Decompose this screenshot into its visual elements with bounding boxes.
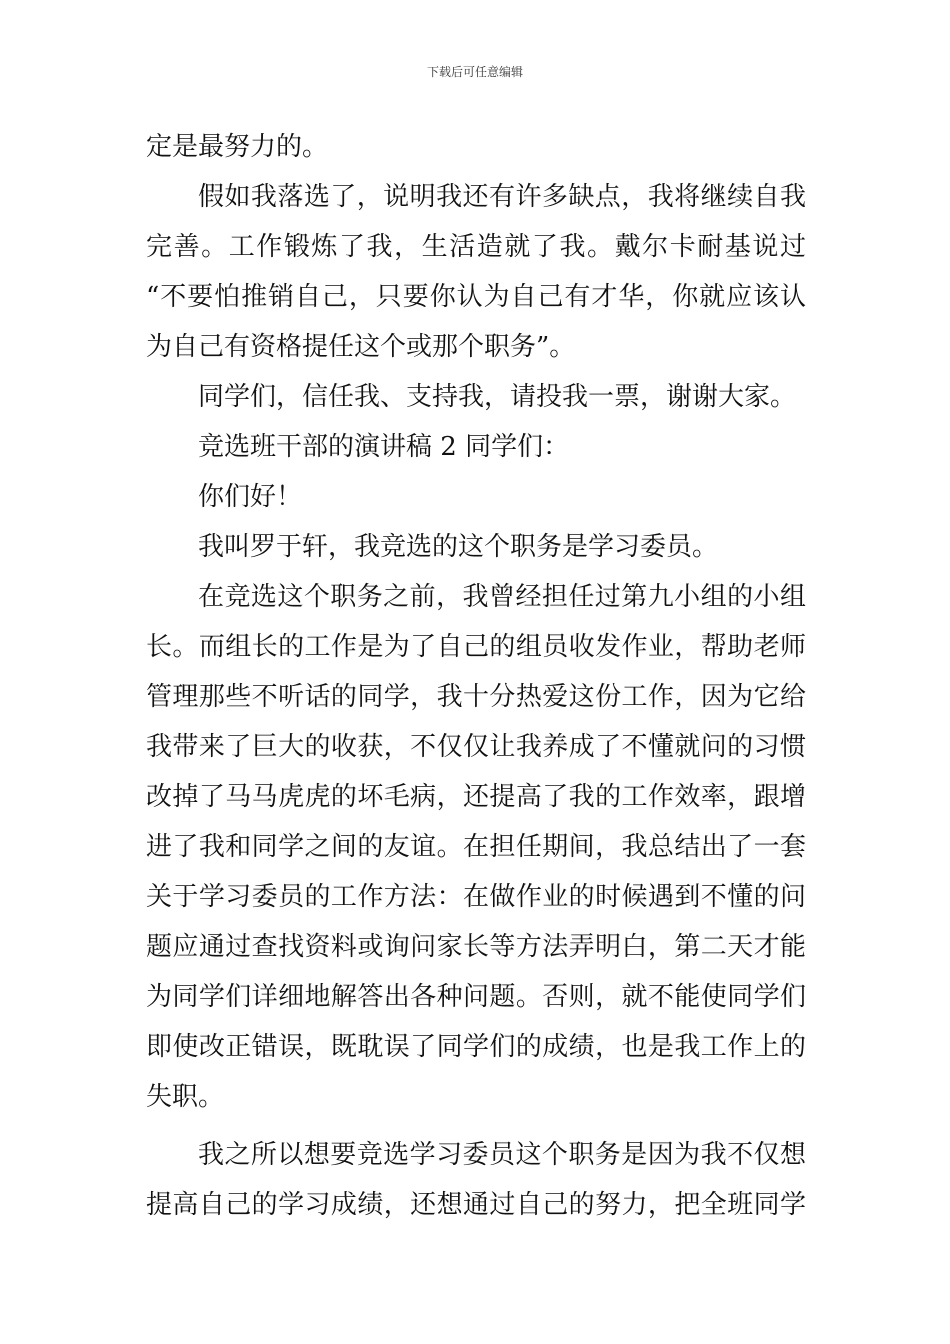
text-line: 我之所以想要竞选学习委员这个职务是因为我不仅想 [198, 1140, 806, 1170]
text-line: 你们好！ [198, 482, 303, 512]
text-line: 竞选班干部的演讲稿 2 同学们： [198, 432, 570, 462]
text-line: 为同学们详细地解答出各种问题。否则，就不能使同学们 [146, 982, 806, 1012]
text-line: 假如我落选了，说明我还有许多缺点，我将继续自我 [198, 182, 806, 212]
text-line: 完善。工作锻炼了我，生活造就了我。戴尔卡耐基说过 [146, 232, 806, 262]
text-line: 失职。 [146, 1082, 225, 1112]
text-line: 我带来了巨大的收获，不仅仅让我养成了不懂就问的习惯 [146, 732, 806, 762]
text-line: 题应通过查找资料或询问家长等方法弄明白，第二天才能 [146, 932, 806, 962]
text-line: 管理那些不听话的同学，我十分热爱这份工作，因为它给 [146, 682, 806, 712]
text-line: 为自己有资格提任这个或那个职务”。 [146, 332, 576, 362]
text-line: 提高自己的学习成绩，还想通过自己的努力，把全班同学 [146, 1190, 806, 1220]
text-line: 关于学习委员的工作方法：在做作业的时候遇到不懂的问 [146, 882, 806, 912]
text-line: 即使改正错误，既耽误了同学们的成绩，也是我工作上的 [146, 1032, 806, 1062]
page-header-note: 下载后可任意编辑 [426, 65, 523, 79]
text-line: 我叫罗于轩，我竞选的这个职务是学习委员。 [198, 532, 719, 562]
text-line: 在竞选这个职务之前，我曾经担任过第九小组的小组 [198, 582, 806, 612]
text-line: 进了我和同学之间的友谊。在担任期间，我总结出了一套 [146, 832, 806, 862]
text-line: 长。而组长的工作是为了自己的组员收发作业，帮助老师 [146, 632, 806, 662]
text-line: “不要怕推销自己，只要你认为自己有才华，你就应该认 [146, 282, 806, 312]
text-line: 定是最努力的。 [146, 132, 329, 162]
text-line: 同学们，信任我、支持我，请投我一票，谢谢大家。 [198, 382, 797, 412]
document-body [146, 122, 806, 1230]
text-line: 改掉了马马虎虎的坏毛病，还提高了我的工作效率，跟增 [146, 782, 806, 812]
